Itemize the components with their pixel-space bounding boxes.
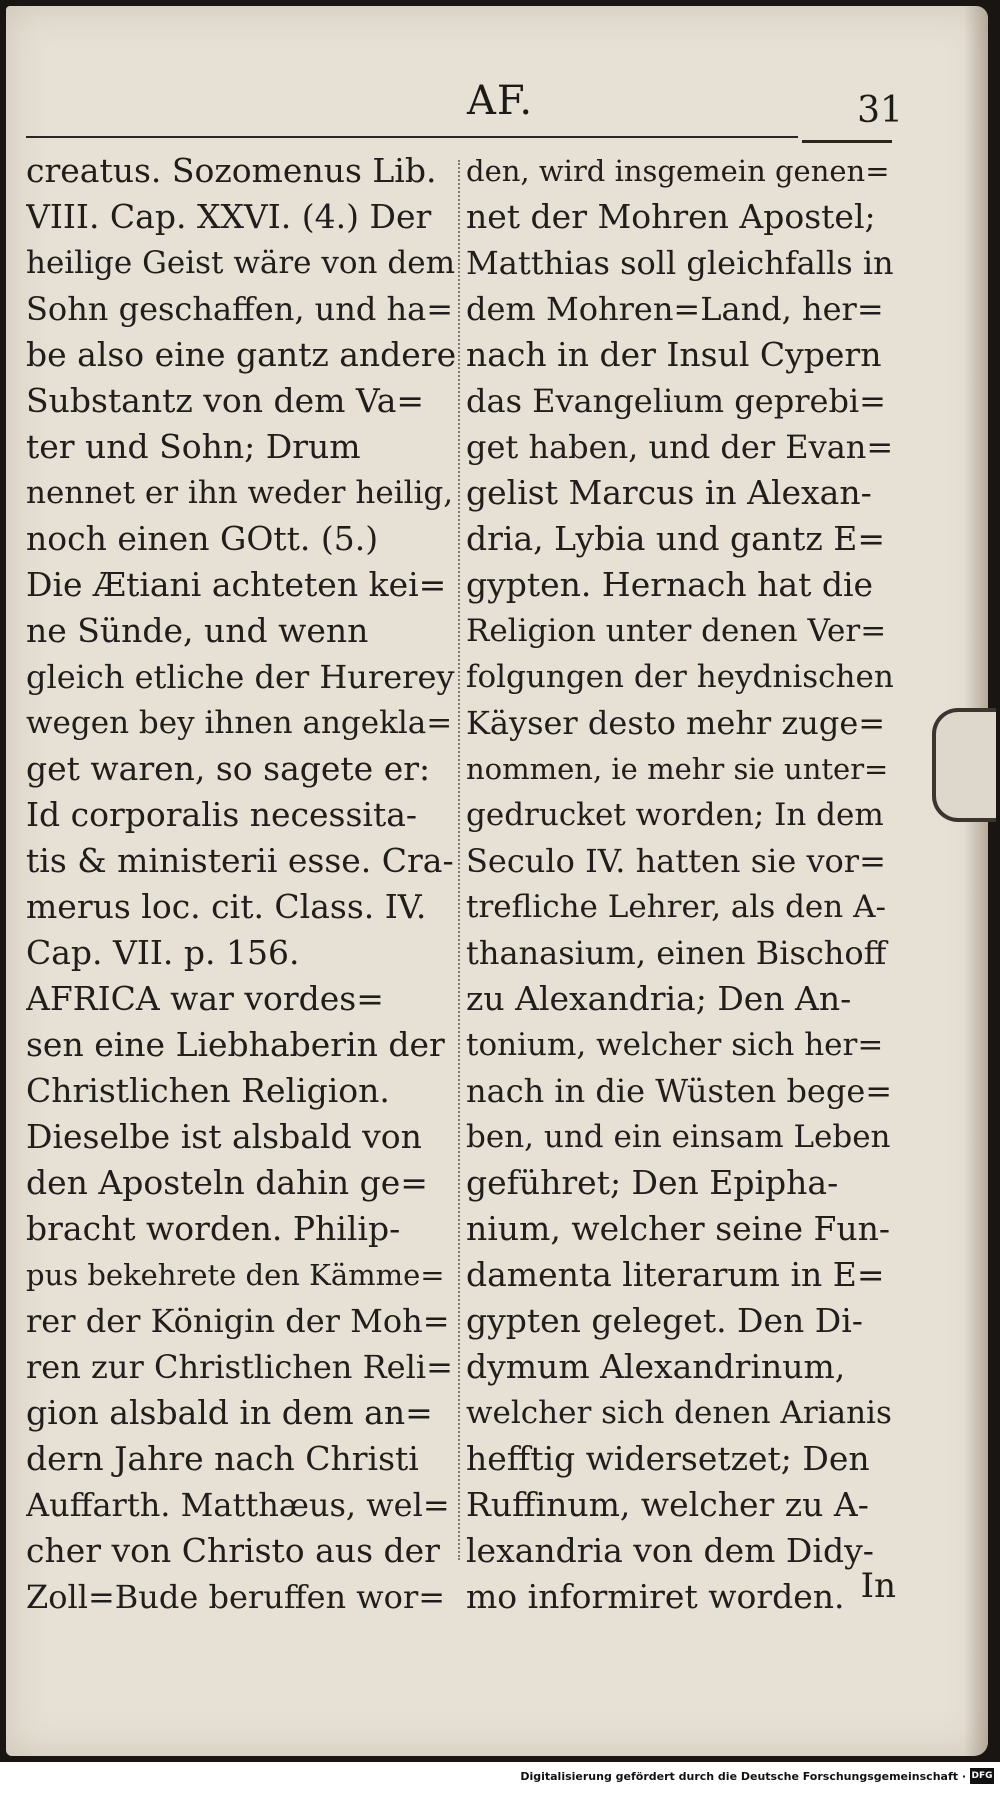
text-line: dern Jahre nach Christi	[26, 1439, 419, 1478]
text-line: hefftig widersetzet; Den	[466, 1439, 870, 1478]
text-line: nommen, ie mehr sie unter=	[466, 752, 889, 786]
text-line: dymum Alexandrinum,	[466, 1347, 846, 1386]
text-line: damenta literarum in E=	[466, 1255, 885, 1294]
text-line: tis & ministerii esse. Cra-	[26, 841, 454, 880]
text-line: Die Ætiani achteten kei=	[26, 565, 447, 604]
text-line: cher von Christo aus der	[26, 1531, 440, 1570]
running-head: AF.	[466, 78, 534, 124]
text-line: Sohn geschaffen, und ha=	[26, 290, 454, 328]
dfg-logo: DFG	[970, 1768, 994, 1784]
text-line: pus bekehrete den Kämme=	[26, 1258, 445, 1292]
text-line: nach in der Insul Cypern	[466, 335, 882, 374]
text-line: gion alsbald in dem an=	[26, 1393, 433, 1432]
text-line: lexandria von dem Didy-	[466, 1531, 874, 1570]
text-line: den, wird insgemein genen=	[466, 154, 890, 188]
text-line: Auffarth. Matthæus, wel=	[26, 1486, 450, 1524]
text-line: den Aposteln dahin ge=	[26, 1163, 428, 1202]
text-line: mo informiret worden.	[466, 1577, 845, 1616]
text-line: zu Alexandria; Den An-	[466, 979, 852, 1018]
thumb-index-tab	[932, 708, 996, 822]
text-line: nennet er ihn weder heilig,	[26, 475, 454, 511]
text-line: gypten geleget. Den Di-	[466, 1301, 863, 1340]
text-line: Substantz von dem Va=	[26, 381, 425, 420]
text-line: Zoll=Bude beruffen wor=	[26, 1578, 446, 1616]
text-line: gypten. Hernach hat die	[466, 565, 874, 604]
text-line: geführet; Den Epipha-	[466, 1163, 839, 1202]
column-divider	[458, 160, 460, 1560]
text-line: ben, und ein einsam Leben	[466, 1119, 891, 1155]
text-line: tonium, welcher sich her=	[466, 1027, 884, 1063]
text-line: Religion unter denen Ver=	[466, 613, 887, 649]
text-line: das Evangelium geprebi=	[466, 382, 886, 420]
text-line: VIII. Cap. XXVI. (4.) Der	[26, 197, 432, 236]
text-line: AFRICA war vordes=	[26, 979, 384, 1018]
text-line: Dieselbe ist alsbald von	[26, 1117, 422, 1156]
text-line: thanasium, einen Bischoff	[466, 934, 887, 972]
text-line: folgungen der heydnischen	[466, 659, 894, 695]
text-line: sen eine Liebhaberin der	[26, 1025, 445, 1064]
page-edge-shadow	[964, 6, 988, 1756]
text-line: get haben, und der Evan=	[466, 428, 894, 466]
text-line: gedrucket worden; In dem	[466, 797, 884, 833]
text-line: ren zur Christlichen Reli=	[26, 1348, 453, 1386]
text-line: nach in die Wüsten bege=	[466, 1072, 893, 1110]
catchword: In	[860, 1566, 896, 1606]
header-rule-right	[802, 140, 892, 143]
text-line: heilige Geist wäre von dem	[26, 245, 455, 281]
text-line: rer der Königin der Moh=	[26, 1302, 450, 1340]
text-line: gleich etliche der Hurerey	[26, 658, 455, 696]
text-line: ne Sünde, und wenn	[26, 611, 369, 650]
text-line: Christlichen Religion.	[26, 1071, 390, 1110]
text-line: dem Mohren=Land, her=	[466, 290, 884, 328]
text-line: ter und Sohn; Drum	[26, 427, 361, 466]
text-line: merus loc. cit. Class. IV.	[26, 887, 427, 926]
text-line: be also eine gantz andere	[26, 335, 456, 374]
text-line: Cap. VII. p. 156.	[26, 933, 300, 972]
text-line: Ruffinum, welcher zu A-	[466, 1485, 869, 1524]
text-line: nium, welcher seine Fun-	[466, 1209, 891, 1248]
left-column	[26, 148, 456, 1620]
text-line: noch einen GOtt. (5.)	[26, 519, 379, 558]
digitization-credit: Digitalisierung gefördert durch die Deutsche Forschungsgemeinschaft ·	[520, 1770, 966, 1783]
text-line: trefliche Lehrer, als den A-	[466, 889, 886, 925]
header-rule	[26, 136, 798, 138]
text-line: bracht worden. Philip-	[26, 1209, 401, 1248]
text-line: welcher sich denen Arianis	[466, 1395, 892, 1431]
page-number: 31	[857, 90, 903, 131]
text-line: Seculo IV. hatten sie vor=	[466, 842, 886, 880]
text-line: creatus. Sozomenus Lib.	[26, 151, 437, 190]
right-column	[466, 148, 896, 1620]
text-line: wegen bey ihnen angekla=	[26, 705, 453, 741]
text-line: net der Mohren Apostel;	[466, 197, 876, 236]
text-line: Id corporalis necessita-	[26, 795, 418, 834]
text-line: Matthias soll gleichfalls in	[466, 244, 894, 282]
text-line: gelist Marcus in Alexan-	[466, 473, 872, 512]
text-line: dria, Lybia und gantz E=	[466, 519, 885, 558]
text-line: Käyser desto mehr zuge=	[466, 704, 886, 742]
text-line: get waren, so sagete er:	[26, 749, 431, 788]
